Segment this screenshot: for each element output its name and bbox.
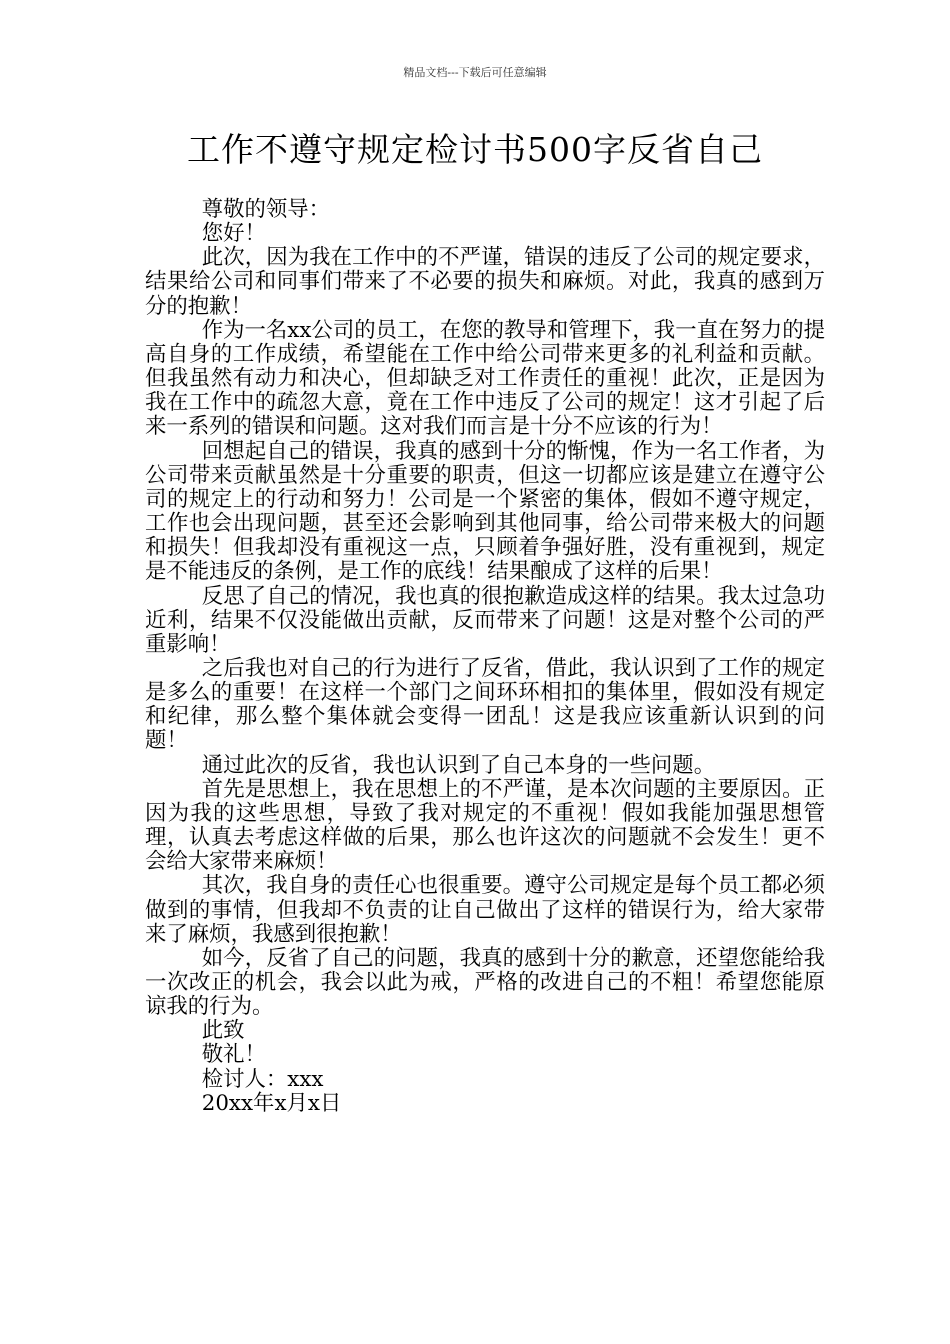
paragraph: 其次，我自身的责任心也很重要。遵守公司规定是每个员工都必须做到的事情，但我却不负责的让自己做出了这样的错误行为，给大家带来了麻烦，我感到很抱歉！ [145,873,825,947]
greeting: 您好！ [201,221,266,247]
signature: 检讨人：xxx [201,1066,324,1092]
paragraph: 此次，因为我在工作中的不严谨，错误的违反了公司的规定要求，结果给公司和同事们带来了不必要的损失和麻烦。对此，我真的感到万分的抱歉！ [145,245,825,319]
closing-line-1: 此致 [201,1018,245,1044]
salutation: 尊敬的领导： [201,197,331,222]
paragraph: 回想起自己的错误，我真的感到十分的惭愧，作为一名工作者，为公司带来贡献虽然是十分重要的职责，但这一切都应该是建立在遵守公司的规定上的行动和努力！公司是一个紧密的集体，假如不遵守规定，工作也会出现问题，甚至还会影响到其他同事，给公司带来极大的问题和损失！但我却没有重视这一点，只顾着争强好胜，没有重视到，规定是不能违反的条例，是工作的底线！结果酿成了这样的后果！ [145,438,825,585]
paragraph: 通过此次的反省，我也认识到了自己本身的一些问题。 [201,752,716,778]
paragraph: 反思了自己的情况，我也真的很抱歉造成这样的结果。我太过急功近利，结果不仅没能做出贡献，反而带来了问题！这是对整个公司的严重影响！ [145,583,825,657]
page-header: 精品文档---下载后可任意编辑 [403,66,547,79]
date: 20xx年x月x日 [201,1090,342,1116]
document-title: 工作不遵守规定检讨书500字反省自己 [187,130,763,169]
paragraph: 之后我也对自己的行为进行了反省，借此，我认识到了工作的规定是多么的重要！在这样一个部门之间环环相扣的集体里，假如没有规定和纪律，那么整个集体就会变得一团乱！这是我应该重新认识到的问题！ [145,655,825,754]
paragraph: 如今，反省了自己的问题，我真的感到十分的歉意，还望您能给我一次改正的机会，我会以此为戒，严格的改进自己的不粗！希望您能原谅我的行为。 [145,945,825,1020]
paragraph: 作为一名xx公司的员工，在您的教导和管理下，我一直在努力的提高自身的工作成绩，希望能在工作中给公司带来更多的礼利益和贡献。但我虽然有动力和决心，但却缺乏对工作责任的重视！此次，正是因为我在工作中的疏忽大意，竟在工作中违反了公司的规定！这才引起了后来一系列的错误和问题。这对我们而言是十分不应该的行为！ [145,317,825,440]
closing-line-2: 敬礼！ [201,1042,266,1068]
document-body [145,198,825,1116]
paragraph: 首先是思想上，我在思想上的不严谨，是本次问题的主要原因。正因为我的这些思想，导致了我对规定的不重视！假如我能加强思想管理，认真去考虑这样做的后果，那么也许这次的问题就不会发生！更不会给大家带来麻烦！ [145,776,825,875]
